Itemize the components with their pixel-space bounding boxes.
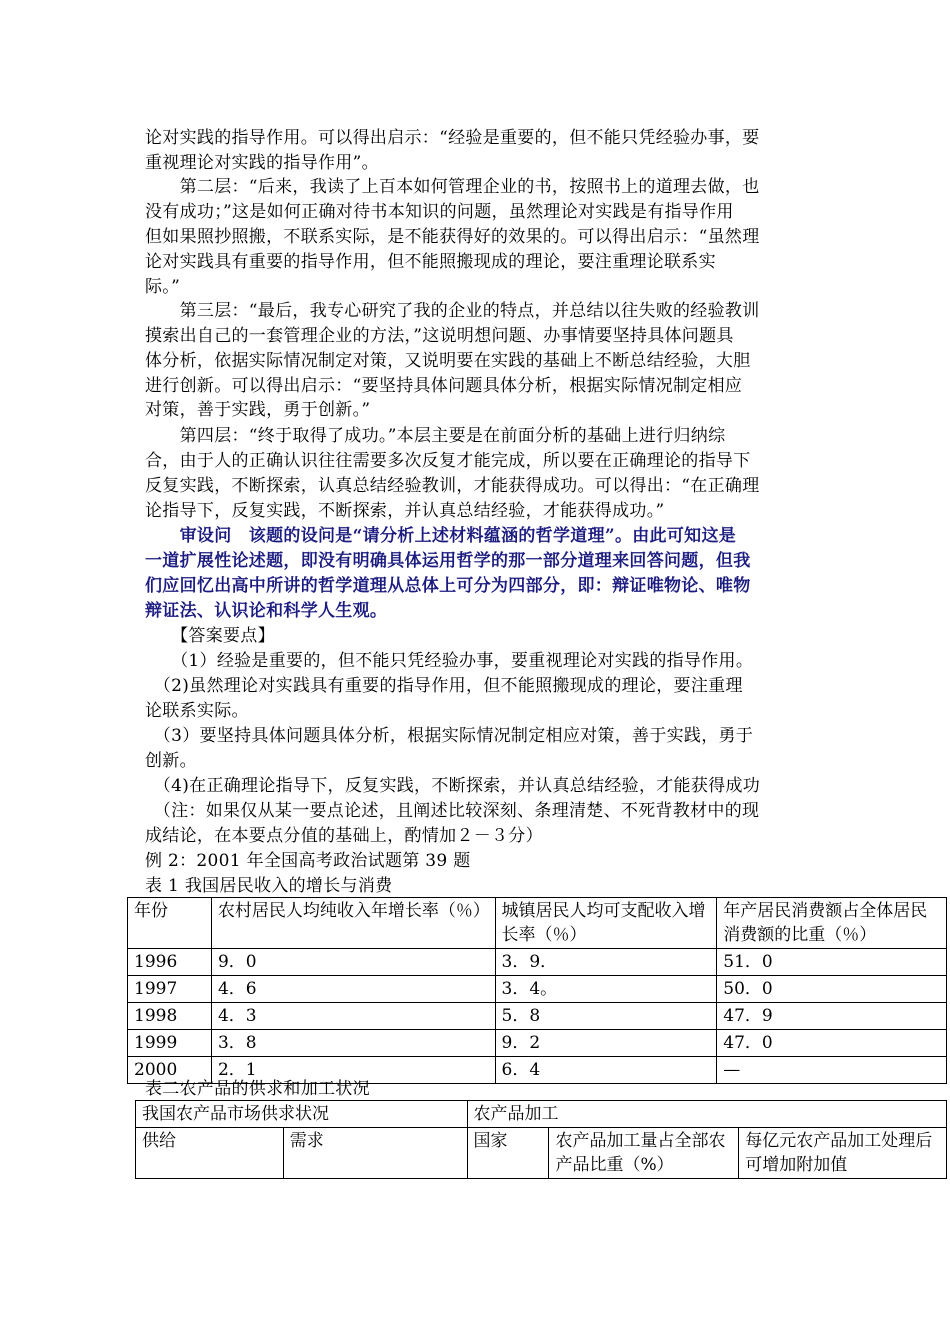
- text-line: 第四层：“终于取得了成功。”本层主要是在前面分析的基础上进行归纳综: [145, 426, 726, 446]
- table-cell: 2000: [128, 1057, 212, 1084]
- table-cell: 9．2: [495, 1030, 717, 1057]
- text-line: 反复实践，不断探索，认真总结经验教训，才能获得成功。可以得出：“在正确理: [145, 476, 760, 496]
- table-row: [128, 976, 947, 1003]
- group-header-cell: 我国农产品市场供求状况: [136, 1101, 468, 1128]
- bold-text-line: 们应回忆出高中所讲的哲学道理从总体上可分为四部分，即：辩证唯物论、唯物: [145, 576, 751, 596]
- answer-line: 创新。: [145, 751, 197, 771]
- text-line: 重视理论对实践的指导作用”。: [145, 153, 379, 173]
- text-line: 体分析，依据实际情况制定对策，又说明要在实践的基础上不断总结经验，大胆: [145, 351, 751, 371]
- answer-heading: 【答案要点】: [145, 626, 275, 646]
- sub-header-cell: 每亿元农产品加工处理后可增加附加值: [739, 1128, 947, 1179]
- table-cell: 3．4。: [495, 976, 717, 1003]
- table-sub-header-row: [136, 1128, 947, 1179]
- header-cell: 年产居民消费额占全体居民消费额的比重（％）: [717, 898, 947, 949]
- text-line: 论对实践的指导作用。可以得出启示：“经验是重要的，但不能只凭经验办事，要: [145, 128, 760, 148]
- text-line: 进行创新。可以得出启示：“要坚持具体问题具体分析，根据实际情况制定相应: [145, 376, 743, 396]
- table-row: [128, 1003, 947, 1030]
- income-table: [127, 897, 947, 1084]
- table-cell: 4．6: [211, 976, 495, 1003]
- sub-header-cell: 供给: [136, 1128, 284, 1179]
- answer-line: （2)虽然理论对实践具有重要的指导作用，但不能照搬现成的理论，要注重理: [145, 676, 743, 696]
- text-line: 摸索出自己的一套管理企业的方法，”这说明想问题、办事情要坚持具体问题具: [145, 326, 734, 346]
- table-header-row: [128, 898, 947, 949]
- sub-header-cell: 需求: [283, 1128, 467, 1179]
- table-cell: 1998: [128, 1003, 212, 1030]
- table-group-header-row: [136, 1101, 947, 1128]
- table1-caption: 表 1 我国居民收入的增长与消费: [145, 876, 393, 896]
- table-cell: 9．0: [211, 949, 495, 976]
- text-line: 但如果照抄照搬，不联系实际，是不能获得好的效果的。可以得出启示：“虽然理: [145, 227, 760, 247]
- header-cell: 城镇居民人均可支配收入增长率（％）: [495, 898, 717, 949]
- group-header-cell: 农产品加工: [467, 1101, 946, 1128]
- sub-header-cell: 农产品加工量占全部农产品比重（%）: [549, 1128, 739, 1179]
- agri-products-table: [135, 1100, 947, 1179]
- answer-line: 论联系实际。: [145, 701, 249, 721]
- answer-line: 成结论，在本要点分值的基础上，酌情加２－３分）: [145, 826, 543, 846]
- text-line: 论对实践具有重要的指导作用，但不能照搬现成的理论，要注重理论联系实: [145, 252, 716, 272]
- answer-line: （4)在正确理论指导下，反复实践，不断探索，并认真总结经验，才能获得成功: [145, 776, 761, 796]
- bold-text-line: 一道扩展性论述题，即没有明确具体运用哲学的那一部分道理来回答问题，但我: [145, 551, 751, 571]
- table-cell: 5．8: [495, 1003, 717, 1030]
- bold-text-line: 审设问 该题的设问是“请分析上述材料蕴涵的哲学道理”。由此可知这是: [145, 526, 737, 546]
- table-cell: 1997: [128, 976, 212, 1003]
- answer-line: （1）经验是重要的，但不能只凭经验办事，要重视理论对实践的指导作用。: [145, 651, 754, 671]
- text-line: 第三层：“最后，我专心研究了我的企业的特点，并总结以往失败的经验教训: [145, 301, 760, 321]
- bold-text-line: 辩证法、认识论和科学人生观。: [145, 601, 388, 621]
- text-line: 际。”: [145, 277, 181, 297]
- table-cell: 4．3: [211, 1003, 495, 1030]
- answer-line: （3）要坚持具体问题具体分析，根据实际情况制定相应对策，善于实践，勇于: [145, 726, 754, 746]
- example-title: 例 2：2001 年全国高考政治试题第 39 题: [145, 851, 471, 871]
- table-cell: 47．9: [717, 1003, 947, 1030]
- text-line: 对策，善于实践，勇于创新。”: [145, 400, 371, 420]
- table-cell: 50．0: [717, 976, 947, 1003]
- table2-caption: 表二农产品的供求和加工状况: [145, 1079, 370, 1099]
- table-cell: —: [717, 1057, 947, 1084]
- answer-line: （注：如果仅从某一要点论述，且阐述比较深刻、条理清楚、不死背教材中的现: [145, 801, 760, 821]
- table-cell: 6．4: [495, 1057, 717, 1084]
- sub-header-cell: 国家: [467, 1128, 549, 1179]
- table-row: [128, 1030, 947, 1057]
- text-line: 第二层：“后来，我读了上百本如何管理企业的书，按照书上的道理去做，也: [145, 177, 760, 197]
- table-cell: 47．0: [717, 1030, 947, 1057]
- text-line: 没有成功；”这是如何正确对待书本知识的问题，虽然理论对实践是有指导作用: [145, 202, 734, 222]
- table-cell: 3．9．: [495, 949, 717, 976]
- table-cell: 2．1: [211, 1057, 495, 1084]
- text-line: 论指导下，反复实践，不断探索，并认真总结经验，才能获得成功。”: [145, 501, 665, 521]
- header-cell: 农村居民人均纯收入年增长率（％）: [211, 898, 495, 949]
- table-row: [128, 949, 947, 976]
- table-cell: 51．0: [717, 949, 947, 976]
- text-line: 合，由于人的正确认识往往需要多次反复才能完成，所以要在正确理论的指导下: [145, 451, 751, 471]
- table-cell: 3．8: [211, 1030, 495, 1057]
- header-cell: 年份: [128, 898, 212, 949]
- table-cell: 1999: [128, 1030, 212, 1057]
- table-cell: 1996: [128, 949, 212, 976]
